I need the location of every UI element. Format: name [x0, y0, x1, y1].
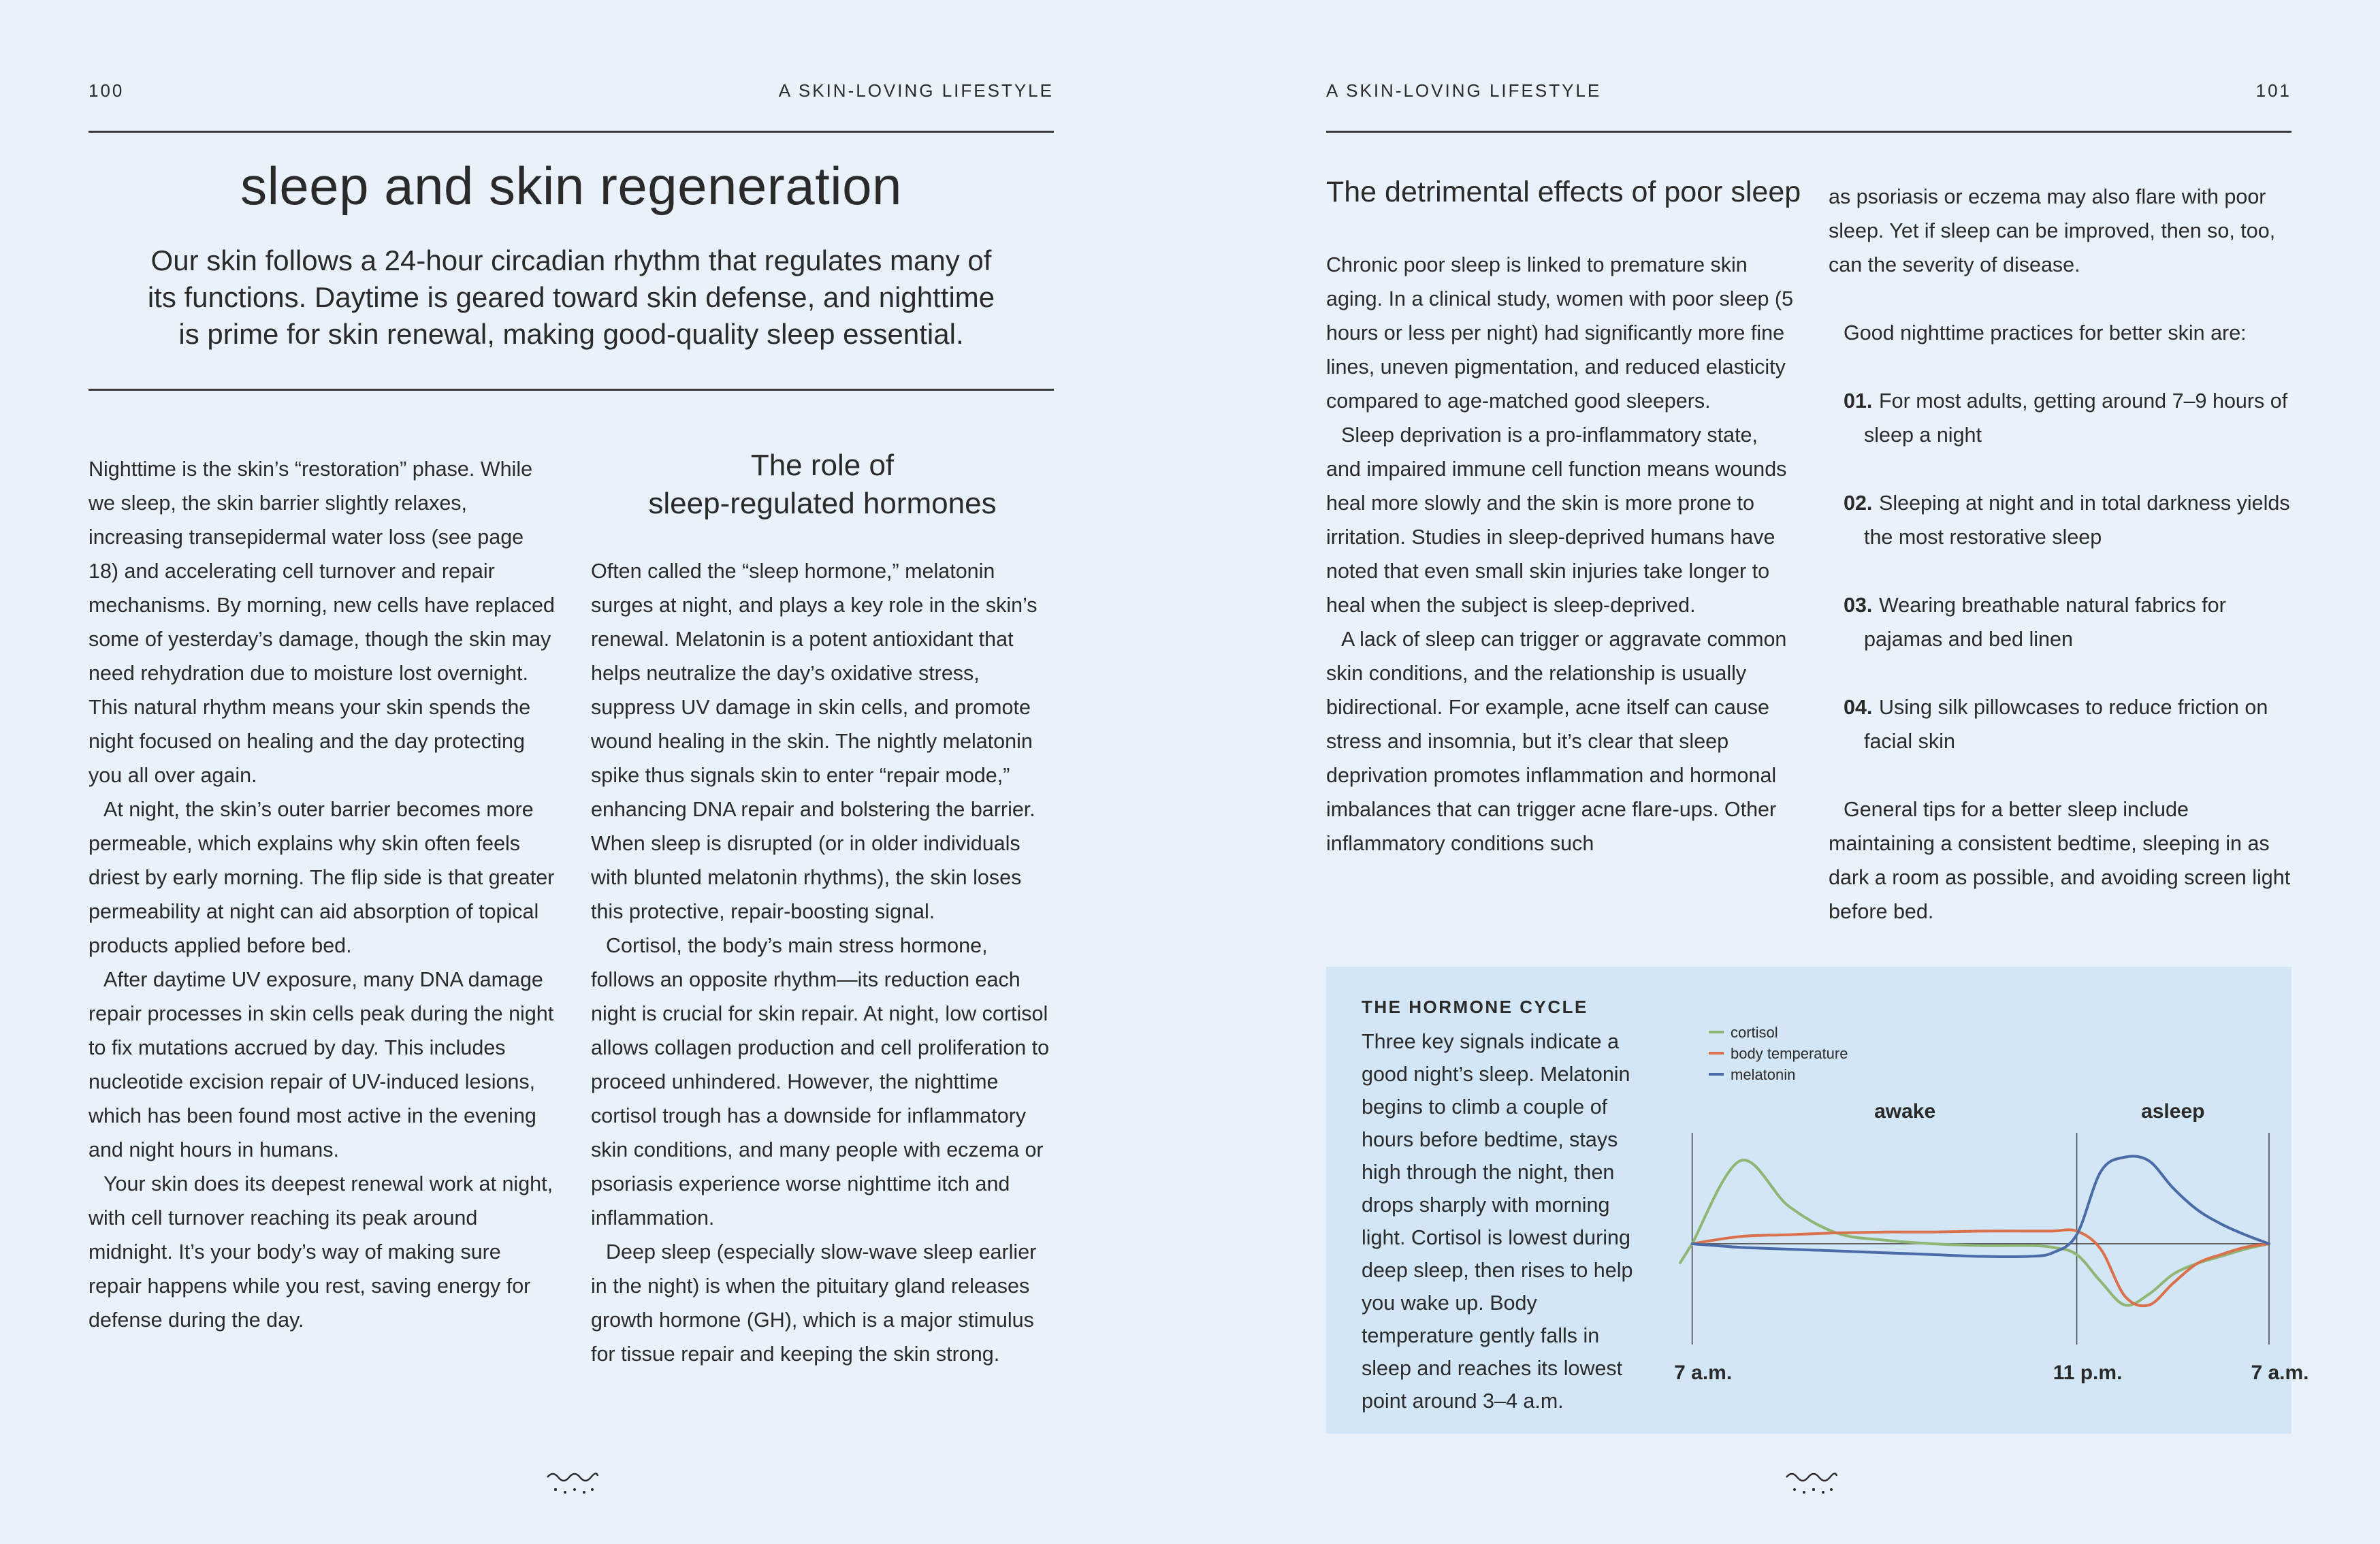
list-text: Using silk pillowcases to reduce friction on facial skin — [1864, 696, 2268, 753]
running-head-right: A SKIN-LOVING LIFESTYLE — [1326, 80, 1602, 101]
intro-paragraph — [136, 242, 1006, 353]
body-paragraph: At night, the skin’s outer barrier becomes more permeable, which explains why skin often feels driest by early morning. The flip side is that greater permeability at night can aid absorption of topical products applied before bed. — [89, 798, 555, 957]
list-item — [1829, 486, 2298, 554]
body-paragraph: Cortisol, the body’s main stress hormone, follows an opposite rhythm—its reduction each night is crucial for skin repair. At night, low cortisol allows collagen production and cell proliferation to proceed unhindered. However, the nighttime cortisol trough has a downside for inflammatory skin conditions, and many people with eczema or psoriasis experience worse nighttime itch and inflammation. — [591, 934, 1050, 1229]
page-title: sleep and skin regeneration — [240, 156, 902, 216]
left-column-2 — [591, 554, 1057, 1371]
body-paragraph: Nighttime is the skin’s “restoration” phase. While we sleep, the skin barrier slightly relaxes, increasing transepidermal water loss (see page 18) and accelerating cell turnover and repair mechanisms. By morning, new cells have replaced some of yesterday’s damage, though the skin may need rehydration due to moisture lost overnight. This natural rhythm means your skin spends the night focused on healing and the day protecting you all over again. — [89, 457, 555, 787]
intro-line: Our skin follows a 24-hour circadian rhythm that regulates many of — [150, 244, 992, 276]
body-paragraph: General tips for a better sleep include maintaining a consistent bedtime, sleeping in as dark a room as possible, and avoiding screen light before bed. — [1829, 798, 2291, 923]
x-tick-label: 11 p.m. — [2053, 1362, 2123, 1384]
list-number: 01. — [1844, 389, 1873, 413]
right-column-2 — [1829, 180, 2298, 929]
box-title: THE HORMONE CYCLE — [1362, 997, 1588, 1017]
body-paragraph: Chronic poor sleep is linked to premature skin aging. In a clinical study, women with poor sleep (5 hours or less per night) had significantly more fine lines, uneven pigmentation, and reduced elasticity compared to age-matched good sleepers. — [1326, 253, 1794, 413]
body-paragraph: Your skin does its deepest renewal work at night, with cell turnover reaching its peak around midnight. It’s your body’s way of making sure repair happens while you rest, saving energy for defense during the day. — [89, 1172, 553, 1332]
body-paragraph: Often called the “sleep hormone,” melatonin surges at night, and plays a key role in the skin’s renewal. Melatonin is a potent antioxidant that helps neutralize the day’s oxidative stress, suppress UV damage in skin cells, and promote wound healing in the skin. The nightly melatonin spike thus signals skin to enter “repair mode,” enhancing DNA repair and bolstering the barrier. When sleep is disrupted (or in older individuals with blunted melatonin rhythms), the skin loses this protective, repair-boosting signal. — [591, 560, 1038, 923]
list-number: 04. — [1844, 696, 1873, 719]
list-item — [1829, 384, 2298, 452]
running-head-left: A SKIN-LOVING LIFESTYLE — [778, 80, 1054, 101]
cortisol-lead-line — [1680, 1244, 1692, 1263]
body-temperature-line — [1692, 1229, 2269, 1306]
header-rule-left — [89, 131, 1054, 133]
body-paragraph: After daytime UV exposure, many DNA damage repair processes in skin cells peak during the night to fix mutations accrued by day. This includes nucleotide excision repair of UV-induced lesions, which has been found most active in the evening and night hours in humans. — [89, 968, 554, 1161]
list-text: Sleeping at night and in total darkness yields the most restorative sleep — [1864, 492, 2290, 549]
heading-line: sleep-regulated hormones — [648, 487, 997, 520]
page-number-left: 100 — [89, 80, 125, 101]
hormone-cycle-box — [1326, 967, 2309, 1434]
heading-line: The role of — [750, 449, 895, 482]
hormones-heading — [591, 447, 1054, 523]
body-paragraph: Deep sleep (especially slow-wave sleep earlier in the night) is when the pituitary gland releases growth hormone (GH), which is a major stimulus for tissue repair and keeping the skin strong. — [591, 1240, 1037, 1366]
list-number: 02. — [1844, 492, 1873, 515]
page-number-right: 101 — [2255, 80, 2291, 101]
legend-label: melatonin — [1731, 1066, 1796, 1083]
list-item — [1829, 588, 2298, 656]
intro-rule — [89, 389, 1054, 391]
legend-label: cortisol — [1731, 1024, 1778, 1041]
melatonin-line — [1692, 1156, 2269, 1257]
region-label: awake — [1874, 1100, 1936, 1123]
x-tick-label: 7 a.m. — [1674, 1362, 1733, 1384]
poor-sleep-heading: The detrimental effects of poor sleep — [1326, 176, 1801, 208]
x-tick-label: 7 a.m. — [2251, 1362, 2309, 1384]
left-column-1 — [89, 452, 558, 1337]
intro-line: is prime for skin renewal, making good-quality sleep essential. — [178, 318, 964, 350]
list-text: Wearing breathable natural fabrics for pajamas and bed linen — [1864, 594, 2226, 651]
ornament-icon — [1781, 1465, 1842, 1499]
intro-line: its functions. Daytime is geared toward skin defense, and nighttime — [147, 281, 995, 313]
region-label: asleep — [2141, 1100, 2205, 1123]
body-paragraph: Sleep deprivation is a pro-inflammatory state, and impaired immune cell function means wounds heal more slowly and the skin is more prone to irritation. Studies in sleep-deprived humans have noted that even small skin injuries take longer to heal when the subject is sleep-deprived. — [1326, 423, 1787, 617]
ornament-icon — [542, 1465, 603, 1499]
list-intro: Good nighttime practices for better skin are: — [1844, 321, 2247, 344]
body-paragraph: A lack of sleep can trigger or aggravate common skin conditions, and the relationship is usually bidirectional. For example, acne itself can cause stress and insomnia, but it’s clear that sleep deprivation promotes inflammation and hormonal imbalances that can trigger acne flare-ups. Other inflammatory conditions such — [1326, 628, 1787, 855]
header-rule-right — [1326, 131, 2291, 133]
legend-label: body temperature — [1731, 1045, 1848, 1062]
cortisol-line — [1692, 1160, 2269, 1306]
list-number: 03. — [1844, 594, 1873, 617]
body-paragraph: as psoriasis or eczema may also flare with poor sleep. Yet if sleep can be improved, then so, too, can the severity of disease. — [1829, 185, 2276, 276]
list-text: For most adults, getting around 7–9 hours of sleep a night — [1864, 389, 2288, 447]
right-column-1 — [1326, 248, 1796, 861]
box-text: Three key signals indicate a good night’s sleep. Melatonin begins to climb a couple of hours before bedtime, stays high through the night, then drops sharply with morning light. Cortisol is lowest during deep sleep, then rises to help you wake up. Body temperature gently falls in sleep and reaches its lowest point around 3–4 a.m. — [1362, 1030, 1633, 1413]
hormone-cycle-chart — [1326, 967, 2309, 1434]
list-item — [1829, 690, 2298, 758]
